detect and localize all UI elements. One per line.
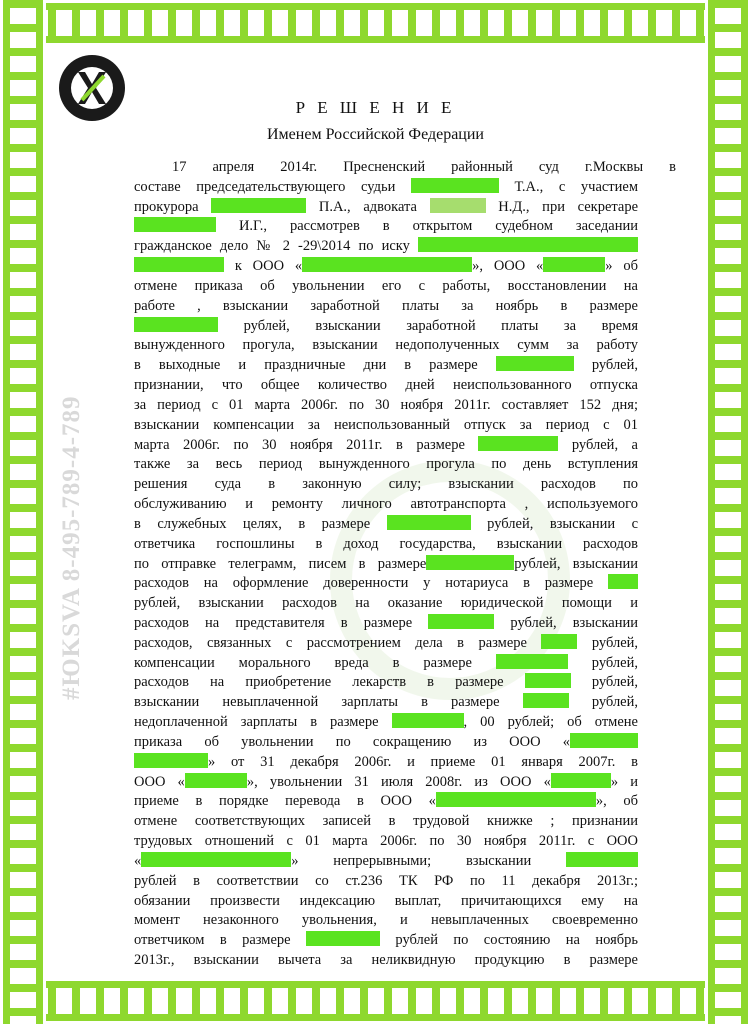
text-line: недоплаченной зарплаты в размере , 00 рублей; об отмене (134, 714, 638, 731)
text-segment: рублей по состоянию на ноябрь (395, 932, 638, 949)
document-subtitle: Именем Российской Федерации (267, 126, 484, 143)
text-line: прокурора П.А., адвоката Н.Д., при секретаре (134, 198, 638, 215)
text-line: приеме в порядке перевода в ООО « », об (134, 793, 638, 810)
decorative-border-top (0, 0, 751, 46)
text-line: гражданское дело № 2 -29\2014 по иску (134, 236, 638, 256)
redaction-mark (392, 713, 464, 728)
text-line (134, 930, 638, 950)
text-line: рублей в соответствии со ст.236 ТК РФ по 11 декабря 2013г.; (134, 872, 638, 889)
redaction-mark (608, 574, 638, 589)
text-line: расходов на приобретение лекарств в размере рублей, (134, 674, 638, 691)
text-line: » от 31 декабря 2006г. и приеме 01 января 2007г. в (134, 752, 638, 772)
redaction-mark (566, 852, 638, 867)
decorative-border-bottom (0, 978, 751, 1024)
text-line: ООО « », увольнении 31 июля 2008г. из ООО « » и (134, 773, 638, 790)
text-line: обязании произвести индексацию выплат, причитающихся ему на (134, 892, 638, 909)
redaction-mark (134, 317, 218, 332)
redaction-mark (418, 237, 638, 252)
redaction-mark (523, 693, 569, 708)
text-line: взыскании компенсации за неиспользованный отпуск за период с 01 (134, 416, 638, 433)
text-line: признании, что общее количество дней неиспользованного отпуска (134, 377, 638, 394)
text-line: компенсации морального вреда в размере рублей, (134, 654, 638, 671)
redaction-mark (551, 773, 611, 788)
text-line: рублей, взыскании расходов на оказание юридической помощи и (134, 595, 638, 612)
redaction-mark (134, 217, 216, 232)
redaction-mark (185, 773, 247, 788)
text-line: расходов, связанных с рассмотрением дела в размере рублей, (134, 634, 638, 651)
text-line: марта 2006г. по 30 ноября 2011г. в размере рублей, а (134, 436, 638, 453)
text-line: трудовых отношений с 01 марта 2006г. по 30 ноября 2011г. с ООО (134, 833, 638, 850)
redaction-mark (570, 733, 638, 748)
text-line: за период с 01 марта 2006г. по 30 ноября 2011г. составляет 152 дня; (134, 396, 638, 413)
text-line: в служебных целях, в размере рублей, взыскании с (134, 515, 638, 532)
redaction-mark (387, 515, 471, 530)
text-line: обслуживанию и ремонту личного автотранспорта , используемого (134, 496, 638, 513)
text-line: рублей, взыскании заработной платы за время (134, 316, 638, 336)
decorative-border-right (705, 0, 751, 1024)
text-line: по отправке телеграмм, писем в размере рублей, взыскании (134, 555, 638, 572)
text-line: также за весь период вынужденного прогула по день вступления (134, 456, 638, 473)
redaction-mark (525, 673, 571, 688)
text-line: момент незаконного увольнения, и невыплаченных своевременно (134, 912, 638, 929)
redaction-mark (302, 257, 472, 272)
redaction-mark (134, 753, 208, 768)
text-line: ответчика госпошлины в доход государства, взыскании расходов (134, 535, 638, 552)
text-line: отмене приказа об увольнении его с работы, восстановлении на (134, 277, 638, 294)
text-line: отмене соответствующих записей в трудовой книжке ; признании (134, 813, 638, 830)
redaction-mark (496, 654, 568, 669)
redaction-mark (541, 634, 577, 649)
text-line: И.Г., рассмотрев в открытом судебном заседании (134, 216, 638, 236)
redaction-mark (430, 198, 486, 213)
text-line: « » непрерывными; взыскании (134, 851, 638, 871)
redaction-mark (411, 178, 499, 193)
redaction-mark (478, 436, 558, 451)
text-segment: 2013г., взыскании вычета за неликвидную продукцию в размере (134, 952, 638, 968)
redaction-mark (306, 931, 380, 946)
decorative-border-left (0, 0, 46, 1024)
document-title: Р Е Ш Е Н И Е (295, 98, 456, 117)
text-line: к ООО « », ООО « » об (134, 256, 638, 276)
text-line: вынужденного прогула, взыскании недополученных сумм за работу (134, 337, 638, 354)
text-line: расходов на оформление доверенности у нотариуса в размере (134, 573, 638, 593)
redaction-mark (141, 852, 291, 867)
redaction-mark (436, 792, 596, 807)
text-line: приказа об увольнении по сокращению из ООО « (134, 732, 638, 752)
redaction-mark (134, 257, 224, 272)
text-line: составе председательствующего судьи Т.А., с участием (134, 178, 638, 195)
text-line: расходов на представителя в размере рублей, взыскании (134, 614, 638, 631)
text-line: 17 апреля 2014г. Пресненский районный суд г.Москвы в (172, 159, 676, 175)
text-segment: ответчиком в размере (134, 932, 291, 949)
text-line: решения суда в законную силу; взыскании расходов по (134, 476, 638, 493)
text-line: взыскании невыплаченной зарплаты в размере рублей, (134, 694, 638, 711)
redaction-mark (543, 257, 605, 272)
text-line: в выходные и праздничные дни в размере рублей, (134, 357, 638, 374)
redaction-mark (211, 198, 306, 213)
text-line (134, 950, 638, 970)
watermark-text: #ЮKSVA 8-495-789-4-789 (58, 395, 85, 700)
redaction-mark (428, 614, 494, 629)
redaction-mark (496, 356, 574, 371)
text-line: работе , взыскании заработной платы за ноябрь в размере (134, 297, 638, 314)
redaction-mark (426, 555, 514, 570)
